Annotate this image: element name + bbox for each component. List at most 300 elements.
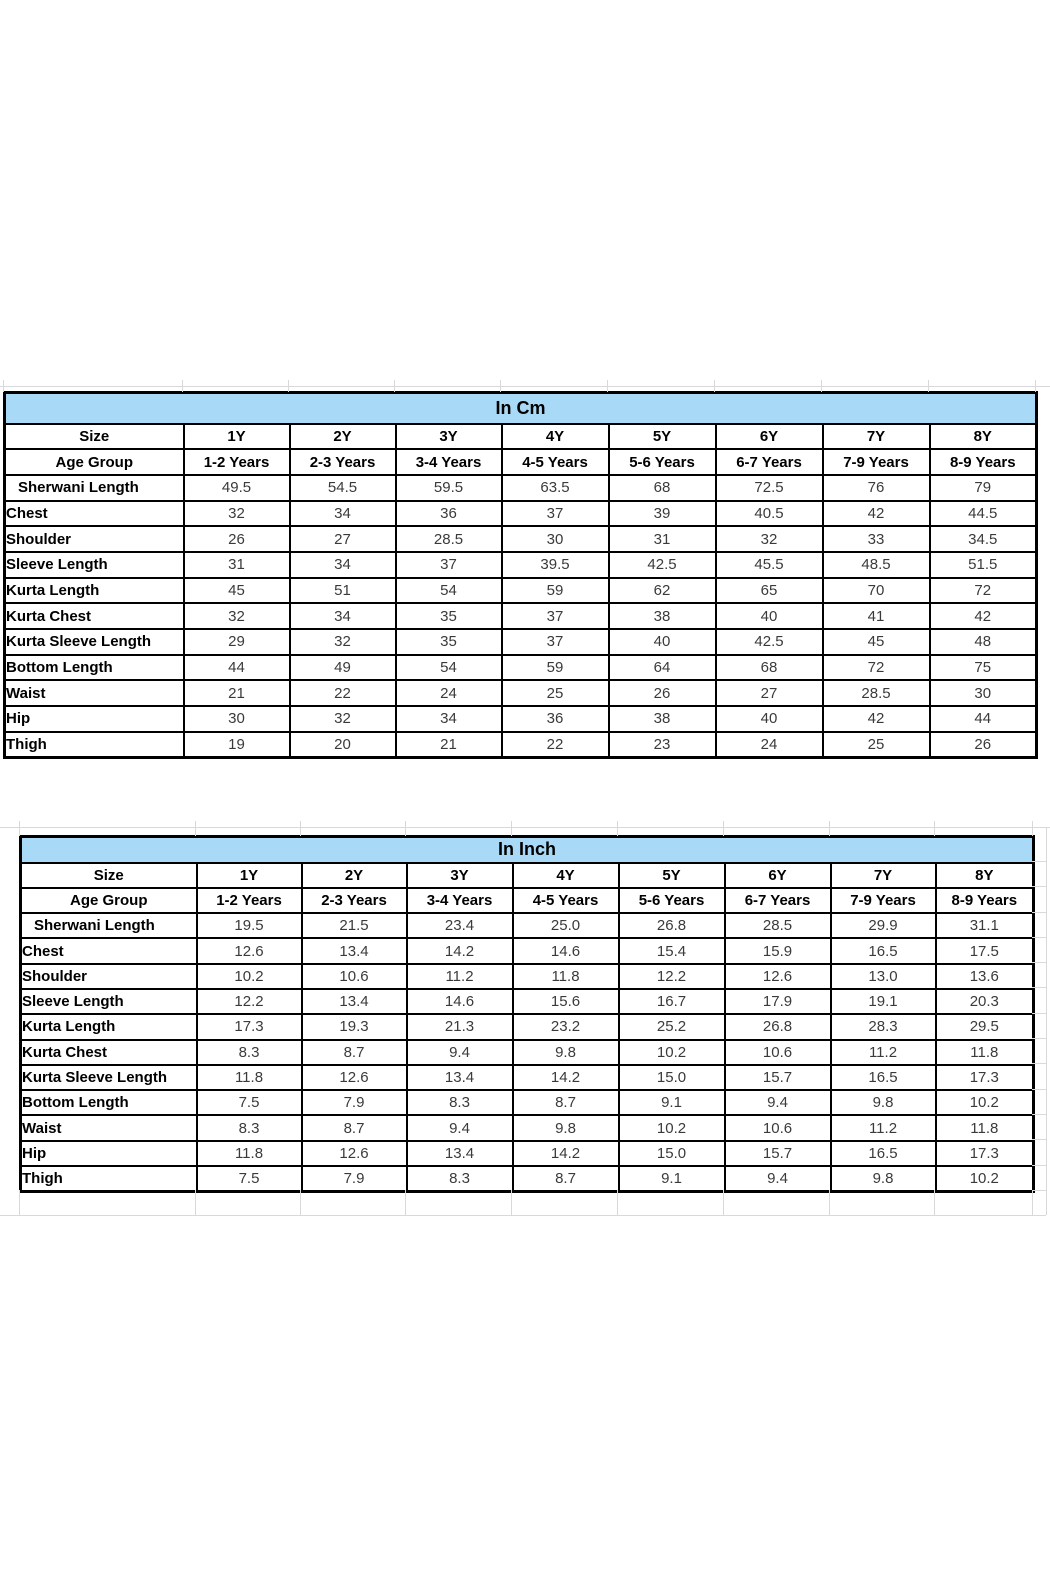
spreadsheet-gridline xyxy=(934,821,935,836)
size-col-header: 1Y xyxy=(197,863,302,888)
measurement-value: 8.7 xyxy=(302,1040,407,1065)
measurement-value: 29.5 xyxy=(936,1014,1034,1039)
measurement-value: 9.8 xyxy=(831,1090,936,1115)
age-group-row xyxy=(5,449,1037,475)
size-col-header: 5Y xyxy=(619,863,725,888)
measurement-value: 32 xyxy=(716,526,823,552)
age-row-label: Age Group xyxy=(21,888,197,913)
spreadsheet-gridline xyxy=(405,821,406,836)
measurement-row xyxy=(21,1040,1034,1065)
measurement-value: 14.2 xyxy=(513,1141,619,1166)
spreadsheet-gridline xyxy=(1032,821,1033,836)
measurement-value: 54 xyxy=(396,655,502,681)
measurement-value: 27 xyxy=(290,526,396,552)
measurement-value: 10.2 xyxy=(619,1040,725,1065)
age-group-cell: 8-9 Years xyxy=(936,888,1034,913)
size-row-label: Size xyxy=(5,424,184,450)
spreadsheet-gridline xyxy=(1032,937,1046,938)
measurement-row xyxy=(5,706,1037,732)
measurement-value: 40 xyxy=(609,629,716,655)
measurement-value: 16.5 xyxy=(831,938,936,963)
spreadsheet-gridline xyxy=(617,821,618,836)
measurement-value: 28.5 xyxy=(725,913,831,938)
measurement-value: 44 xyxy=(930,706,1037,732)
measurement-value: 24 xyxy=(716,732,823,758)
measurement-value: 29.9 xyxy=(831,913,936,938)
measurement-label: Hip xyxy=(5,706,184,732)
measurement-label: Waist xyxy=(21,1115,197,1140)
measurement-value: 68 xyxy=(716,655,823,681)
spreadsheet-gridline xyxy=(607,380,608,392)
spreadsheet-gridline xyxy=(617,1190,618,1215)
measurement-value: 37 xyxy=(502,629,609,655)
measurement-value: 17.3 xyxy=(936,1141,1034,1166)
spreadsheet-gridline xyxy=(1032,1114,1046,1115)
measurement-value: 21 xyxy=(396,732,502,758)
measurement-value: 37 xyxy=(396,552,502,578)
measurement-label: Chest xyxy=(21,938,197,963)
measurement-value: 34.5 xyxy=(930,526,1037,552)
measurement-value: 79 xyxy=(930,475,1037,501)
measurement-label: Hip xyxy=(21,1141,197,1166)
measurement-row xyxy=(21,938,1034,963)
spreadsheet-gridline xyxy=(1032,1190,1033,1215)
size-col-header: 5Y xyxy=(609,424,716,450)
measurement-value: 42 xyxy=(823,501,930,527)
measurement-value: 31 xyxy=(609,526,716,552)
measurement-value: 8.7 xyxy=(513,1090,619,1115)
measurement-label: Sleeve Length xyxy=(21,989,197,1014)
spreadsheet-gridline xyxy=(829,821,830,836)
measurement-value: 10.6 xyxy=(725,1115,831,1140)
measurement-value: 34 xyxy=(396,706,502,732)
measurement-value: 45 xyxy=(823,629,930,655)
measurement-value: 8.3 xyxy=(407,1166,513,1191)
measurement-value: 9.1 xyxy=(619,1166,725,1191)
measurement-value: 68 xyxy=(609,475,716,501)
age-group-cell: 6-7 Years xyxy=(716,449,823,475)
measurement-value: 14.2 xyxy=(407,938,513,963)
measurement-value: 59 xyxy=(502,655,609,681)
measurement-value: 54.5 xyxy=(290,475,396,501)
measurement-value: 15.4 xyxy=(619,938,725,963)
measurement-label: Bottom Length xyxy=(21,1090,197,1115)
measurement-value: 16.5 xyxy=(831,1141,936,1166)
spreadsheet-gridline xyxy=(300,821,301,836)
spreadsheet-gridline xyxy=(195,821,196,836)
measurement-label: Sherwani Length xyxy=(21,913,197,938)
measurement-value: 76 xyxy=(823,475,930,501)
measurement-value: 16.5 xyxy=(831,1065,936,1090)
measurement-row xyxy=(21,1014,1034,1039)
spreadsheet-gridline xyxy=(500,380,501,392)
spreadsheet-gridline xyxy=(1032,886,1046,887)
measurement-value: 54 xyxy=(396,578,502,604)
measurement-value: 12.6 xyxy=(197,938,302,963)
measurement-value: 19.3 xyxy=(302,1014,407,1039)
age-group-cell: 1-2 Years xyxy=(184,449,290,475)
measurement-value: 59 xyxy=(502,578,609,604)
measurement-value: 72.5 xyxy=(716,475,823,501)
measurement-value: 48 xyxy=(930,629,1037,655)
measurement-row xyxy=(21,989,1034,1014)
measurement-value: 32 xyxy=(290,629,396,655)
measurement-value: 13.6 xyxy=(936,964,1034,989)
spreadsheet-gridline xyxy=(3,380,4,392)
measurement-value: 21.5 xyxy=(302,913,407,938)
spreadsheet-gridline xyxy=(511,821,512,836)
measurement-value: 22 xyxy=(290,680,396,706)
measurement-value: 16.7 xyxy=(619,989,725,1014)
spreadsheet-gridline xyxy=(934,1190,935,1215)
measurement-value: 12.6 xyxy=(302,1141,407,1166)
measurement-value: 48.5 xyxy=(823,552,930,578)
measurement-value: 7.5 xyxy=(197,1166,302,1191)
measurement-value: 11.8 xyxy=(936,1115,1034,1140)
measurement-label: Thigh xyxy=(21,1166,197,1191)
age-group-cell: 6-7 Years xyxy=(725,888,831,913)
measurement-value: 45 xyxy=(184,578,290,604)
measurement-value: 30 xyxy=(502,526,609,552)
spreadsheet-gridline xyxy=(1032,1063,1046,1064)
age-group-cell: 4-5 Years xyxy=(513,888,619,913)
measurement-value: 28.3 xyxy=(831,1014,936,1039)
measurement-row xyxy=(5,578,1037,604)
measurement-label: Kurta Sleeve Length xyxy=(21,1065,197,1090)
measurement-value: 19.5 xyxy=(197,913,302,938)
measurement-value: 28.5 xyxy=(823,680,930,706)
measurement-value: 26.8 xyxy=(619,913,725,938)
measurement-value: 63.5 xyxy=(502,475,609,501)
measurement-value: 72 xyxy=(930,578,1037,604)
measurement-value: 22 xyxy=(502,732,609,758)
measurement-row xyxy=(21,1065,1034,1090)
spreadsheet-gridline xyxy=(714,380,715,392)
measurement-value: 11.2 xyxy=(407,964,513,989)
age-row-label: Age Group xyxy=(5,449,184,475)
measurement-value: 23 xyxy=(609,732,716,758)
measurement-value: 9.4 xyxy=(407,1040,513,1065)
measurement-value: 42.5 xyxy=(716,629,823,655)
table-title-inch: In Inch xyxy=(21,837,1034,863)
measurement-value: 33 xyxy=(823,526,930,552)
measurement-value: 25.2 xyxy=(619,1014,725,1039)
spreadsheet-gridline xyxy=(288,380,289,392)
size-col-header: 2Y xyxy=(302,863,407,888)
measurement-value: 40 xyxy=(716,603,823,629)
measurement-value: 30 xyxy=(930,680,1037,706)
spreadsheet-gridline xyxy=(195,1190,196,1215)
table-title-cm: In Cm xyxy=(5,393,1037,424)
measurement-value: 28.5 xyxy=(396,526,502,552)
measurement-label: Kurta Chest xyxy=(21,1040,197,1065)
measurement-label: Sleeve Length xyxy=(5,552,184,578)
age-group-cell: 3-4 Years xyxy=(396,449,502,475)
measurement-value: 38 xyxy=(609,706,716,732)
measurement-row xyxy=(5,680,1037,706)
spreadsheet-gridline xyxy=(1032,1089,1046,1090)
size-col-header: 7Y xyxy=(823,424,930,450)
measurement-value: 11.8 xyxy=(936,1040,1034,1065)
measurement-row xyxy=(5,655,1037,681)
measurement-value: 10.6 xyxy=(302,964,407,989)
measurement-label: Kurta Chest xyxy=(5,603,184,629)
size-header-row xyxy=(21,863,1034,888)
size-row-label: Size xyxy=(21,863,197,888)
spreadsheet-gridline xyxy=(0,386,1050,387)
measurement-value: 36 xyxy=(396,501,502,527)
measurement-value: 13.0 xyxy=(831,964,936,989)
measurement-value: 19.1 xyxy=(831,989,936,1014)
measurement-value: 35 xyxy=(396,629,502,655)
age-group-cell: 1-2 Years xyxy=(197,888,302,913)
measurement-value: 10.2 xyxy=(197,964,302,989)
measurement-value: 37 xyxy=(502,603,609,629)
measurement-value: 40.5 xyxy=(716,501,823,527)
measurement-label: Thigh xyxy=(5,732,184,758)
measurement-row xyxy=(5,603,1037,629)
measurement-row xyxy=(21,1090,1034,1115)
measurement-value: 10.6 xyxy=(725,1040,831,1065)
measurement-row xyxy=(21,913,1034,938)
measurement-value: 51 xyxy=(290,578,396,604)
measurement-row xyxy=(5,526,1037,552)
measurement-value: 9.8 xyxy=(513,1040,619,1065)
measurement-value: 38 xyxy=(609,603,716,629)
spreadsheet-gridline xyxy=(1032,962,1046,963)
spreadsheet-gridline xyxy=(1035,380,1036,392)
measurement-value: 30 xyxy=(184,706,290,732)
measurement-value: 8.7 xyxy=(513,1166,619,1191)
measurement-value: 36 xyxy=(502,706,609,732)
measurement-value: 17.9 xyxy=(725,989,831,1014)
measurement-value: 9.8 xyxy=(831,1166,936,1191)
age-group-row xyxy=(21,888,1034,913)
measurement-value: 62 xyxy=(609,578,716,604)
size-col-header: 4Y xyxy=(502,424,609,450)
spreadsheet-gridline xyxy=(829,1190,830,1215)
measurement-value: 8.3 xyxy=(197,1040,302,1065)
measurement-value: 23.4 xyxy=(407,913,513,938)
spreadsheet-gridline xyxy=(1032,912,1046,913)
measurement-value: 9.1 xyxy=(619,1090,725,1115)
measurement-value: 21.3 xyxy=(407,1014,513,1039)
age-group-cell: 7-9 Years xyxy=(823,449,930,475)
size-col-header: 4Y xyxy=(513,863,619,888)
age-group-cell: 8-9 Years xyxy=(930,449,1037,475)
measurement-value: 11.2 xyxy=(831,1115,936,1140)
measurement-row xyxy=(5,501,1037,527)
measurement-value: 9.4 xyxy=(725,1166,831,1191)
measurement-value: 39.5 xyxy=(502,552,609,578)
measurement-value: 65 xyxy=(716,578,823,604)
measurement-value: 23.2 xyxy=(513,1014,619,1039)
measurement-value: 42 xyxy=(930,603,1037,629)
age-group-cell: 3-4 Years xyxy=(407,888,513,913)
measurement-value: 32 xyxy=(184,603,290,629)
spreadsheet-gridline xyxy=(182,380,183,392)
measurement-value: 35 xyxy=(396,603,502,629)
measurement-label: Bottom Length xyxy=(5,655,184,681)
measurement-value: 19 xyxy=(184,732,290,758)
measurement-row xyxy=(5,629,1037,655)
measurement-row xyxy=(21,1115,1034,1140)
measurement-value: 40 xyxy=(716,706,823,732)
spreadsheet-gridline xyxy=(19,1190,20,1215)
age-group-cell: 5-6 Years xyxy=(609,449,716,475)
size-col-header: 1Y xyxy=(184,424,290,450)
measurement-value: 13.4 xyxy=(407,1065,513,1090)
measurement-value: 12.6 xyxy=(302,1065,407,1090)
measurement-value: 51.5 xyxy=(930,552,1037,578)
measurement-value: 26 xyxy=(184,526,290,552)
measurement-row xyxy=(21,1141,1034,1166)
measurement-row xyxy=(5,475,1037,501)
measurement-value: 17.5 xyxy=(936,938,1034,963)
measurement-value: 26.8 xyxy=(725,1014,831,1039)
measurement-value: 41 xyxy=(823,603,930,629)
measurement-value: 49.5 xyxy=(184,475,290,501)
measurement-value: 32 xyxy=(290,706,396,732)
measurement-value: 72 xyxy=(823,655,930,681)
measurement-value: 15.6 xyxy=(513,989,619,1014)
measurement-value: 64 xyxy=(609,655,716,681)
measurement-value: 20.3 xyxy=(936,989,1034,1014)
measurement-value: 8.7 xyxy=(302,1115,407,1140)
measurement-row xyxy=(5,732,1037,758)
measurement-value: 34 xyxy=(290,552,396,578)
size-col-header: 6Y xyxy=(725,863,831,888)
size-header-row xyxy=(5,424,1037,450)
measurement-value: 25.0 xyxy=(513,913,619,938)
measurement-value: 15.9 xyxy=(725,938,831,963)
spreadsheet-gridline xyxy=(394,380,395,392)
size-chart-table-inch xyxy=(19,835,1035,1193)
measurement-value: 27 xyxy=(716,680,823,706)
size-col-header: 3Y xyxy=(407,863,513,888)
measurement-row xyxy=(5,552,1037,578)
spreadsheet-gridline xyxy=(405,1190,406,1215)
measurement-value: 9.8 xyxy=(513,1115,619,1140)
measurement-value: 10.2 xyxy=(619,1115,725,1140)
measurement-value: 45.5 xyxy=(716,552,823,578)
measurement-value: 42.5 xyxy=(609,552,716,578)
measurement-value: 7.9 xyxy=(302,1166,407,1191)
measurement-value: 34 xyxy=(290,501,396,527)
measurement-value: 12.2 xyxy=(197,989,302,1014)
measurement-value: 14.2 xyxy=(513,1065,619,1090)
spreadsheet-gridline xyxy=(723,1190,724,1215)
spreadsheet-gridline xyxy=(300,1190,301,1215)
spreadsheet-gridline xyxy=(511,1190,512,1215)
spreadsheet-gridline xyxy=(1032,987,1046,988)
measurement-row xyxy=(21,1166,1034,1191)
measurement-value: 9.4 xyxy=(407,1115,513,1140)
measurement-value: 17.3 xyxy=(936,1065,1034,1090)
measurement-value: 31 xyxy=(184,552,290,578)
measurement-value: 7.5 xyxy=(197,1090,302,1115)
measurement-value: 7.9 xyxy=(302,1090,407,1115)
measurement-value: 25 xyxy=(823,732,930,758)
measurement-value: 11.8 xyxy=(197,1065,302,1090)
measurement-value: 15.0 xyxy=(619,1065,725,1090)
measurement-value: 59.5 xyxy=(396,475,502,501)
measurement-value: 25 xyxy=(502,680,609,706)
measurement-value: 75 xyxy=(930,655,1037,681)
spreadsheet-gridline xyxy=(723,821,724,836)
age-group-cell: 7-9 Years xyxy=(831,888,936,913)
measurement-value: 42 xyxy=(823,706,930,732)
spreadsheet-gridline xyxy=(928,380,929,392)
measurement-value: 37 xyxy=(502,501,609,527)
size-chart-table-cm xyxy=(3,391,1038,759)
spreadsheet-gridline xyxy=(0,827,1050,828)
measurement-value: 10.2 xyxy=(936,1166,1034,1191)
age-group-cell: 2-3 Years xyxy=(302,888,407,913)
size-col-header: 7Y xyxy=(831,863,936,888)
measurement-value: 15.7 xyxy=(725,1141,831,1166)
measurement-label: Kurta Sleeve Length xyxy=(5,629,184,655)
measurement-value: 39 xyxy=(609,501,716,527)
spreadsheet-gridline xyxy=(19,821,20,836)
measurement-value: 13.4 xyxy=(407,1141,513,1166)
measurement-value: 15.0 xyxy=(619,1141,725,1166)
measurement-value: 49 xyxy=(290,655,396,681)
measurement-value: 34 xyxy=(290,603,396,629)
size-col-header: 3Y xyxy=(396,424,502,450)
age-group-cell: 4-5 Years xyxy=(502,449,609,475)
measurement-value: 9.4 xyxy=(725,1090,831,1115)
measurement-value: 21 xyxy=(184,680,290,706)
measurement-value: 17.3 xyxy=(197,1014,302,1039)
spreadsheet-gridline xyxy=(1032,1190,1046,1191)
measurement-value: 13.4 xyxy=(302,938,407,963)
measurement-label: Chest xyxy=(5,501,184,527)
spreadsheet-gridline xyxy=(1046,827,1047,1215)
spreadsheet-gridline xyxy=(1032,1139,1046,1140)
age-group-cell: 5-6 Years xyxy=(619,888,725,913)
measurement-value: 31.1 xyxy=(936,913,1034,938)
measurement-value: 70 xyxy=(823,578,930,604)
spreadsheet-gridline xyxy=(1032,861,1046,862)
spreadsheet-gridline xyxy=(1032,1165,1046,1166)
measurement-value: 11.8 xyxy=(513,964,619,989)
measurement-value: 8.3 xyxy=(407,1090,513,1115)
measurement-value: 14.6 xyxy=(407,989,513,1014)
measurement-value: 11.2 xyxy=(831,1040,936,1065)
measurement-value: 26 xyxy=(930,732,1037,758)
spreadsheet-gridline xyxy=(821,380,822,392)
size-col-header: 2Y xyxy=(290,424,396,450)
size-col-header: 8Y xyxy=(936,863,1034,888)
spreadsheet-gridline xyxy=(1032,1013,1046,1014)
measurement-label: Waist xyxy=(5,680,184,706)
measurement-value: 10.2 xyxy=(936,1090,1034,1115)
measurement-label: Kurta Length xyxy=(21,1014,197,1039)
measurement-value: 44.5 xyxy=(930,501,1037,527)
measurement-label: Shoulder xyxy=(5,526,184,552)
measurement-value: 8.3 xyxy=(197,1115,302,1140)
measurement-value: 24 xyxy=(396,680,502,706)
measurement-value: 20 xyxy=(290,732,396,758)
measurement-value: 11.8 xyxy=(197,1141,302,1166)
age-group-cell: 2-3 Years xyxy=(290,449,396,475)
measurement-value: 12.6 xyxy=(725,964,831,989)
size-col-header: 8Y xyxy=(930,424,1037,450)
measurement-label: Sherwani Length xyxy=(5,475,184,501)
measurement-value: 44 xyxy=(184,655,290,681)
measurement-value: 13.4 xyxy=(302,989,407,1014)
